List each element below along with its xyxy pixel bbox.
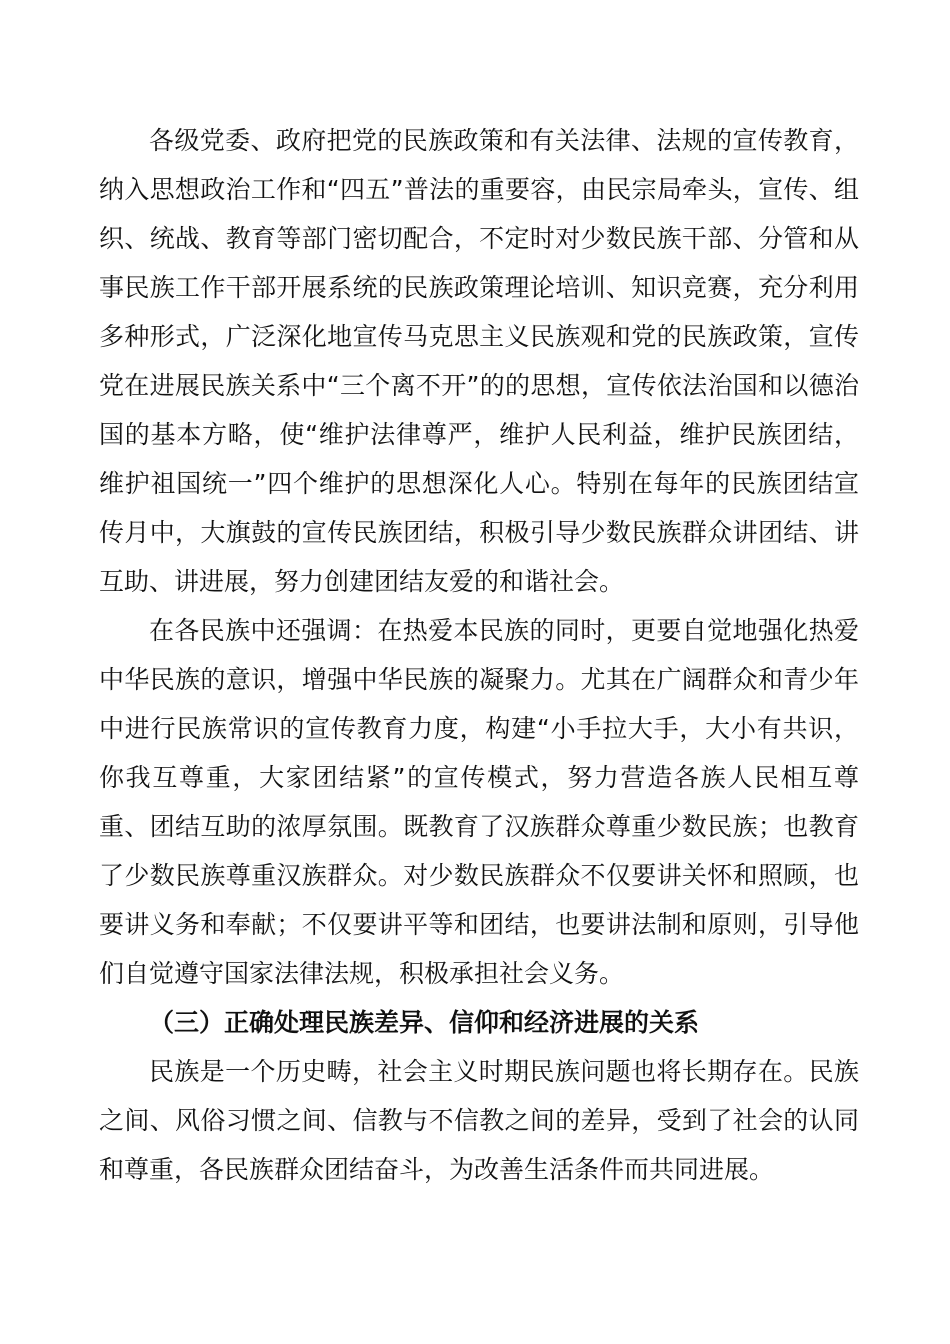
document-page	[99, 116, 859, 1194]
body-paragraph-1: 各级党委、政府把党的民族政策和有关法律、法规的宣传教育，纳入思想政治工作和“四五”普法的重要容，由民宗局牵头，宣传、组织、统战、教育等部门密切配合，不定时对少数民族干部、分管和从事民族工作干部开展系统的民族政策理论培训、知识竞赛，充分利用多种形式，广泛深化地宣传马克思主义民族观和党的民族政策，宣传党在进展民族关系中“三个离不开”的的思想，宣传依法治国和以德治国的基本方略，使“维护法律尊严，维护人民利益，维护民族团结，维护祖国统一”四个维护的思想深化人心。特别在每年的民族团结宣传月中，大旗鼓的宣传民族团结，积极引导少数民族群众讲团结、讲互助、讲进展，努力创建团结友爱的和谐社会。	[99, 126, 859, 596]
body-paragraph-3: 民族是一个历史畴，社会主义时期民族问题也将长期存在。民族之间、风俗习惯之间、信教与不信教之间的差异，受到了社会的认同和尊重，各民族群众团结奋斗，为改善生活条件而共同进展。	[99, 1057, 859, 1184]
section-heading: （三）正确处理民族差异、信仰和经济进展的关系	[149, 1008, 700, 1037]
body-paragraph-2: 在各民族中还强调：在热爱本民族的同时，更要自觉地强化热爱中华民族的意识，增强中华民族的凝聚力。尤其在广阔群众和青少年中进行民族常识的宣传教育力度，构建“小手拉大手，大小有共识，你我互尊重，大家团结紧”的宣传模式，努力营造各族人民相互尊重、团结互助的浓厚氛围。既教育了汉族群众尊重少数民族；也教育了少数民族尊重汉族群众。对少数民族群众不仅要讲关怀和照顾，也要讲义务和奉献；不仅要讲平等和团结，也要讲法制和原则，引导他们自觉遵守国家法律法规，积极承担社会义务。	[99, 616, 859, 988]
